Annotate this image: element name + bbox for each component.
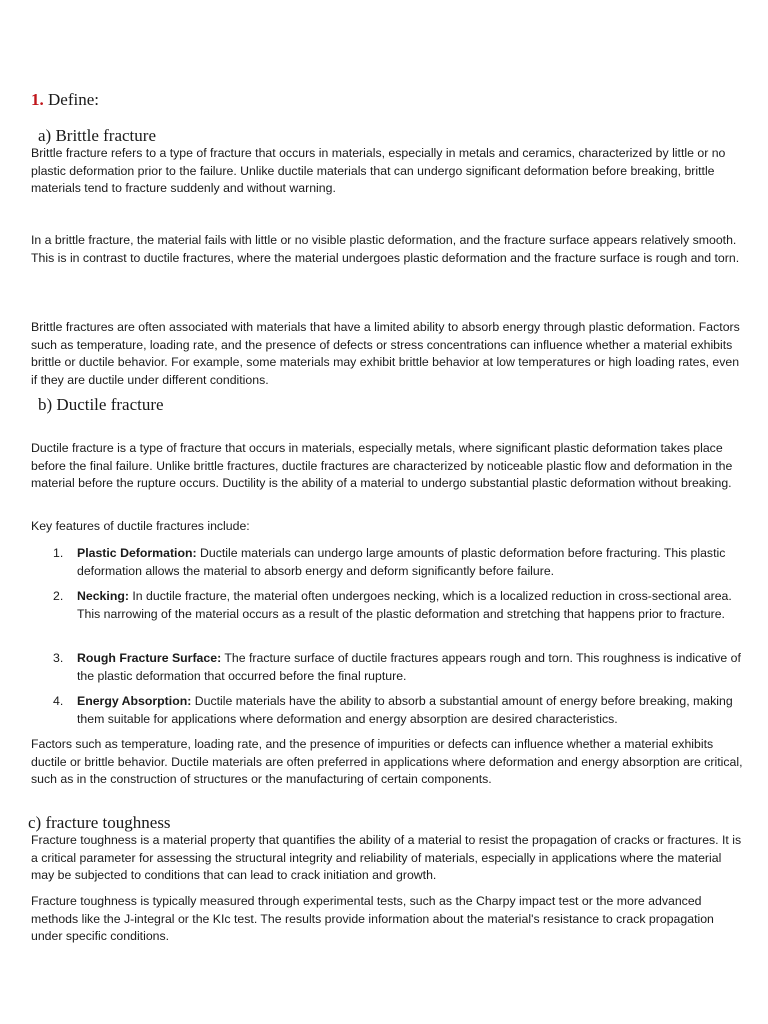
list-item-term: Energy Absorption: [77,694,192,708]
list-item-text [77,693,743,728]
list-item-number: 4. [53,694,64,708]
section-c-paragraph-1: Fracture toughness is a material property that quantifies the ability of a material to resist the propagation of cracks or fractures. It is a critical parameter for assessing the structural integrity and reliability of materials, especially in applications where the material may be subjected to conditions that can lead to crack initiation and growth. [31,833,742,882]
section-b-closing: Factors such as temperature, loading rate, and the presence of impurities or defects can influence whether a material exhibits ductile or brittle behavior. Ductile materials are often preferred in applications where deformation and energy absorption are critical, such as in the construction of structures or the manufacturing of certain components. [31,737,743,786]
question-heading [31,90,99,110]
list-item-term: Plastic Deformation: [77,546,197,560]
section-a-paragraph-1: Brittle fracture refers to a type of fracture that occurs in materials, especially in metals and ceramics, characterized by little or no plastic deformation prior to the failure. Unlike ductile materials that can undergo significant deformation before breaking, brittle materials tend to fracture suddenly and without warning. [31,146,726,195]
list-item-description: Ductile materials can undergo large amounts of plastic deformation before fracturing. This plastic deformation allows the material to absorb energy and deform significantly before failure. [77,546,726,578]
section-c-paragraph-2: Fracture toughness is typically measured through experimental tests, such as the Charpy impact test or the more advanced methods like the J-integral or the KIc test. The results provide information about the material's resistance to crack propagation under specific conditions. [31,894,714,943]
list-item-description: The fracture surface of ductile fractures appears rough and torn. This roughness is indicative of the plastic deformation that occurred before the final rupture. [77,651,741,683]
section-b-list-lead: Key features of ductile fractures include: [31,519,250,533]
list-item-number: 3. [53,651,64,665]
list-item-text [77,650,743,685]
list-item-number: 1. [53,546,64,560]
section-a-paragraph-2: In a brittle fracture, the material fails with little or no visible plastic deformation, and the fracture surface appears relatively smooth. This is in contrast to ductile fractures, where the material undergoes plastic deformation and the fracture surface is rough and torn. [31,233,740,265]
section-b-intro: Ductile fracture is a type of fracture that occurs in materials, especially metals, where significant plastic deformation takes place before the final failure. Unlike brittle fractures, ductile fractures are characterized by noticeable plastic flow and deformation in the material before the rupture occurs. Ductility is the ability of a material to undergo substantial plastic deformation without breaking. [31,441,733,490]
list-item-description: Ductile materials have the ability to absorb a substantial amount of energy before breaking, making them suitable for applications where deformation and energy absorption are desired characteristics. [77,694,733,726]
list-item-number: 2. [53,589,64,603]
list-item-term: Necking: [77,589,129,603]
list-item-text [77,588,743,623]
list-item-term: Rough Fracture Surface: [77,651,222,665]
question-title: Define: [48,90,99,109]
section-a-paragraph-3: Brittle fractures are often associated with materials that have a limited ability to absorb energy through plastic deformation. Factors such as temperature, loading rate, and the presence of defects or stress concentrations can influence whether a material exhibits brittle or ductile behavior. For example, some materials may exhibit brittle behavior at low temperatures or high loading rates, even if they are ductile under different conditions. [31,320,740,387]
question-number: 1. [31,90,44,109]
list-item-description: In ductile fracture, the material often undergoes necking, which is a localized reduction in cross-sectional area. This narrowing of the material occurs as a result of the plastic deformation and stretching that happens prior to fracture. [77,589,732,621]
section-c-heading: c) fracture toughness [28,813,171,832]
list-item-text [77,545,743,580]
section-b-heading: b) Ductile fracture [38,395,164,414]
section-a-heading: a) Brittle fracture [38,126,156,145]
